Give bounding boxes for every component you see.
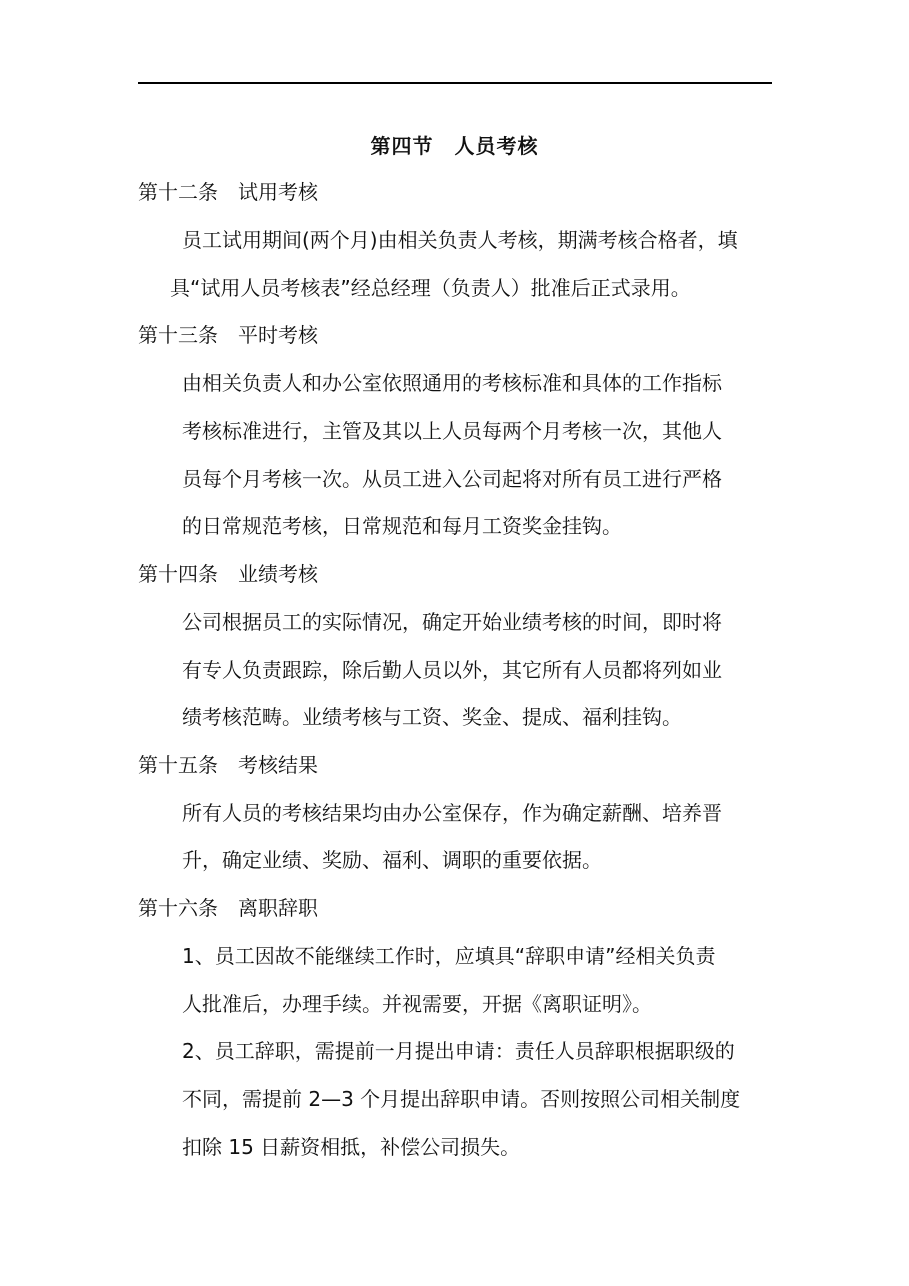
article-heading-14: 第十四条 业绩考核 bbox=[138, 562, 318, 586]
article-13-line-3: 员每个月考核一次。从员工进入公司起将对所有员工进行严格 bbox=[182, 467, 722, 491]
header-rule bbox=[138, 82, 772, 84]
article-14-line-1: 公司根据员工的实际情况，确定开始业绩考核的时间，即时将 bbox=[182, 610, 722, 634]
section-title: 第四节 人员考核 bbox=[370, 134, 539, 158]
article-16-line-1: 1、员工因故不能继续工作时，应填具“辞职申请”经相关负责 bbox=[182, 944, 716, 968]
article-13-line-4: 的日常规范考核，日常规范和每月工资奖金挂钩。 bbox=[182, 514, 622, 538]
article-heading-12: 第十二条 试用考核 bbox=[138, 180, 318, 204]
article-16-line-3: 2、员工辞职，需提前一月提出申请：责任人员辞职根据职级的 bbox=[182, 1039, 735, 1063]
article-12-line-2: 具“试用人员考核表”经总经理（负责人）批准后正式录用。 bbox=[170, 276, 691, 300]
article-15-line-1: 所有人员的考核结果均由办公室保存，作为确定薪酬、培养晋 bbox=[182, 801, 722, 825]
article-heading-13: 第十三条 平时考核 bbox=[138, 323, 318, 347]
article-heading-16: 第十六条 离职辞职 bbox=[138, 896, 318, 920]
article-heading-15: 第十五条 考核结果 bbox=[138, 753, 318, 777]
article-12-line-1: 员工试用期间(两个月)由相关负责人考核，期满考核合格者，填 bbox=[182, 228, 738, 252]
article-13-line-1: 由相关负责人和办公室依照通用的考核标准和具体的工作指标 bbox=[182, 371, 722, 395]
article-16-line-2: 人批准后，办理手续。并视需要，开据《离职证明》。 bbox=[182, 992, 652, 1016]
article-14-line-3: 绩考核范畴。业绩考核与工资、奖金、提成、福利挂钩。 bbox=[182, 705, 682, 729]
article-13-line-2: 考核标准进行，主管及其以上人员每两个月考核一次，其他人 bbox=[182, 419, 722, 443]
article-14-line-2: 有专人负责跟踪，除后勤人员以外，其它所有人员都将列如业 bbox=[182, 658, 722, 682]
article-16-line-4: 不同，需提前 2—3 个月提出辞职申请。否则按照公司相关制度 bbox=[182, 1087, 741, 1111]
article-15-line-2: 升，确定业绩、奖励、福利、调职的重要依据。 bbox=[182, 848, 602, 872]
article-16-line-5: 扣除 15 日薪资相抵，补偿公司损失。 bbox=[182, 1135, 521, 1159]
